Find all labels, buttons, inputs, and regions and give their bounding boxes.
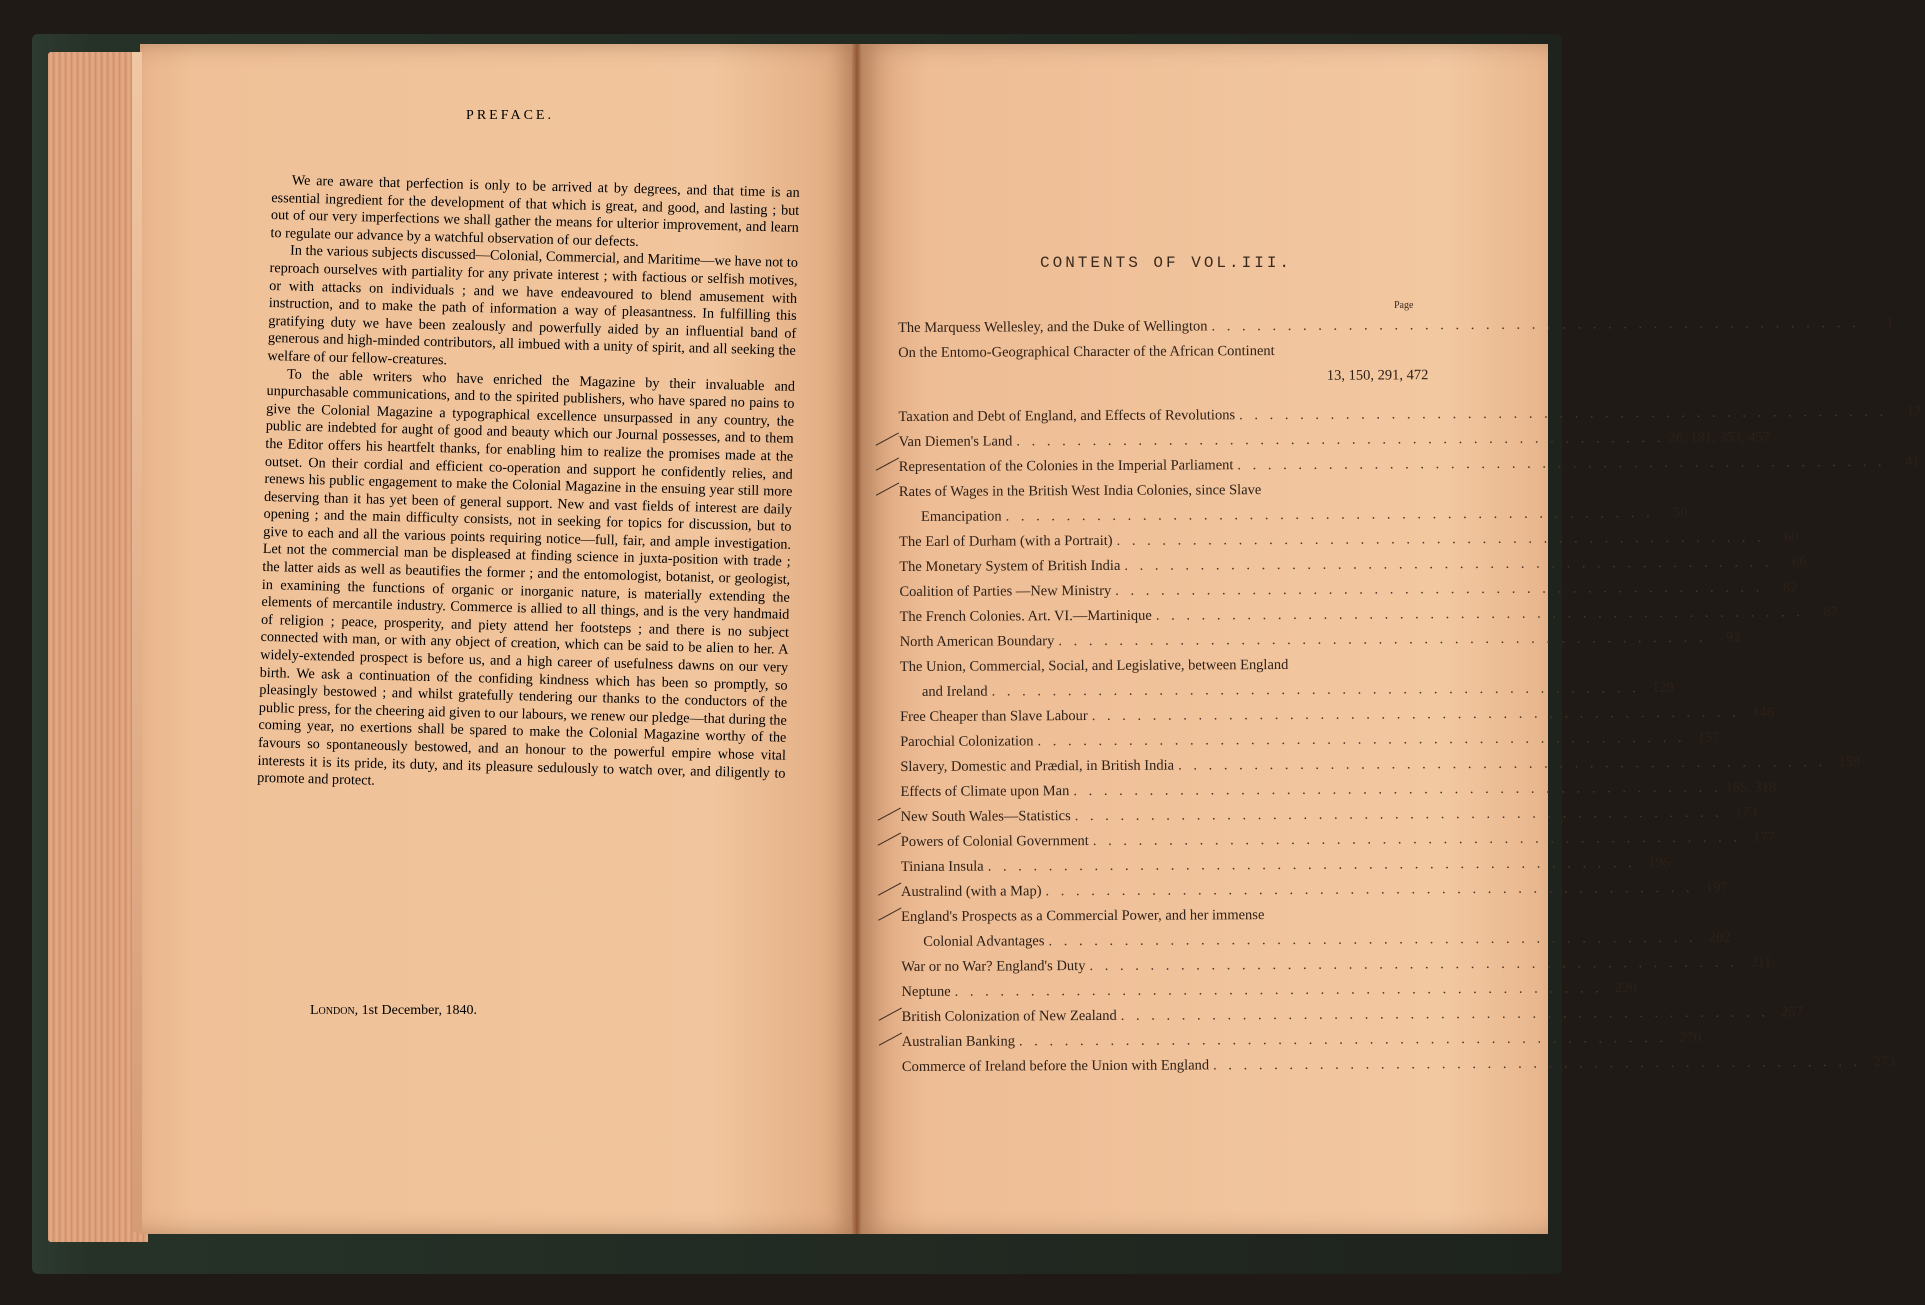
toc-row — [899, 481, 1429, 509]
toc-row — [900, 679, 1674, 709]
toc-leader-dots: . . . . . . . . . . . . . . . . . . . . . . . . . . . . . . . . . . . . . . . . . . . — [1237, 453, 1886, 474]
toc-leader-dots: . . . . . . . . . . . . . . . . . . . . . . . . . . . . . . . . . . . . . . . . . . . — [1213, 1053, 1862, 1074]
toc-entry — [901, 1029, 1702, 1059]
toc-leader-dots: . . . . . . . . . . . . . . . . . . . . . . . . . . . . . . . . . . . . . . . . . . . — [1045, 879, 1694, 900]
toc-entry — [898, 481, 1688, 534]
toc-page-number: 50 — [1673, 504, 1688, 521]
table-of-contents — [898, 314, 1922, 1084]
toc-leader-dots: . . . . . . . . . . . . . . . . . . . . . . . . . . . . . . . . . . . . . . . . . . . — [1074, 804, 1723, 825]
toc-leader-dots: . . . . . . . . . . . . . . . . . . . . . . . . . . . . . . . . . . . . . . . . . . . — [1155, 604, 1804, 624]
toc-title: Tiniana Insula — [900, 858, 984, 875]
toc-leader-dots: . . . . . . . . . . . . . . . . . . . . . . . . . . . . . . . . . . . . . . . . . . . — [1239, 403, 1888, 424]
toc-leader-dots: . . . . . . . . . . . . . . . . . . . . . . . . . . . . . . . . . . . . . . . . . . . — [991, 680, 1640, 700]
toc-page-number: 270 — [1679, 1029, 1702, 1046]
toc-leader-dots: . . . . . . . . . . . . . . . . . . . . . . . . . . . . . . . . . . . . . . . . . . . — [1178, 754, 1827, 774]
toc-entry — [900, 879, 1728, 909]
toc-title-continuation: Colonial Advantages — [923, 933, 1045, 950]
toc-row — [898, 403, 1922, 434]
toc-leader-dots: . . . . . . . . . . . . . . . . . . . . . . . . . . . . . . . . . . . . . . . . . . . — [1211, 314, 1860, 335]
toc-entry — [901, 1004, 1803, 1034]
toc-page-number: 173 — [1735, 804, 1757, 821]
toc-title: The Earl of Durham (with a Portrait) — [899, 532, 1113, 550]
toc-title: North American Boundary — [899, 633, 1055, 650]
toc-leader-dots: . . . . . . . . . . . . . . . . . . . . . . . . . . . . . . . . . . . . . . . . . . . — [1091, 704, 1740, 724]
toc-entry — [901, 906, 1731, 959]
toc-entry — [900, 829, 1775, 859]
toc-entry — [901, 954, 1772, 984]
toc-leader-dots: . . . . . . . . . . . . . . . . . . . . . . . . . . . . . . . . . . . . . . . . . . . — [1124, 554, 1773, 574]
toc-row — [900, 704, 1774, 734]
page-edge-highlight — [132, 52, 142, 1232]
toc-leader-dots: . . . . . . . . . . . . . . . . . . . . . . . . . . . . . . . . . . . . . . . . . . . — [1089, 954, 1738, 975]
toc-page-number: 159 — [1838, 753, 1861, 771]
toc-page-number: 82 — [1782, 579, 1798, 596]
toc-title: Effects of Climate upon Man — [900, 783, 1070, 800]
toc-leader-dots: . . . . . . . . . . . . . . . . . . . . . . . . . . . . . . . . . . . . . . . . . . . — [1005, 505, 1654, 525]
toc-title: Van Diemen's Land — [898, 433, 1013, 450]
toc-leader-dots: . . . . . . . . . . . . . . . . . . . . . . . . . . . . . . . . . . . . . . . . . . . — [1120, 1004, 1769, 1024]
toc-page-number: 177 — [1753, 829, 1775, 846]
toc-title: Powers of Colonial Government — [900, 833, 1089, 850]
toc-page-number: 220 — [1614, 980, 1637, 997]
toc-row — [901, 1004, 1803, 1034]
toc-title-continuation: and Ireland — [921, 683, 988, 700]
toc-page-number: 129 — [1651, 679, 1674, 697]
toc-entry — [900, 779, 1777, 809]
toc-title: Rates of Wages in the British West India Colonies, since Slave — [898, 482, 1262, 500]
toc-leader-dots: . . . . . . . . . . . . . . . . . . . . . . . . . . . . . . . . . . . . . . . . . . . — [1037, 729, 1686, 750]
toc-title: The French Colonies. Art. VI.—Martinique — [899, 607, 1152, 625]
toc-title: England's Prospects as a Commercial Power, and her immense — [901, 907, 1265, 925]
toc-entry — [901, 1053, 1896, 1084]
toc-row — [898, 342, 1428, 370]
toc-title: British Colonization of New Zealand — [901, 1007, 1117, 1025]
toc-row — [900, 879, 1728, 909]
preface-title: PREFACE. — [466, 108, 554, 123]
toc-row — [898, 314, 1894, 345]
preface-paragraph: We are aware that perfection is only to be arrived at by degrees, and that time is an essential ingredient for the development of that which is great, and good, and lasting ; but out of our very imperfections we shall gather the means for ulterior improvement, and learn to regulate our advance by a watchful observation of our defects. — [270, 172, 800, 250]
toc-row — [900, 779, 1777, 809]
toc-title: Australian Banking — [901, 1033, 1015, 1050]
toc-entry — [899, 629, 1741, 659]
toc-entry — [899, 656, 1674, 709]
toc-page-number: 273 — [1873, 1053, 1896, 1070]
toc-title: On the Entomo-Geographical Character of the African Continent — [898, 343, 1275, 361]
preface-body — [257, 172, 800, 800]
toc-page-number: 66 — [1791, 554, 1807, 571]
toc-row — [899, 604, 1838, 634]
toc-entry — [899, 579, 1798, 609]
toc-entry — [899, 554, 1807, 584]
toc-title: War or no War? England's Duty — [901, 958, 1086, 975]
page-column-label: Page — [1394, 300, 1414, 311]
toc-title: Australind (with a Map) — [900, 883, 1042, 900]
toc-row — [898, 367, 1428, 395]
toc-leader-dots: . . . . . . . . . . . . . . . . . . . . . . . . . . . . . . . . . . . . . . . . . . . — [1016, 429, 1665, 450]
toc-row — [898, 429, 1771, 459]
toc-title: The Marquess Wellesley, and the Duke of Wellington — [898, 318, 1208, 336]
toc-entry — [898, 403, 1922, 434]
toc-leader-dots: . . . . . . . . . . . . . . . . . . . . . . . . . . . . . . . . . . . . . . . . . . . — [1058, 629, 1707, 650]
toc-leader-dots: . . . . . . . . . . . . . . . . . . . . . . . . . . . . . . . . . . . . . . . . . . . — [1018, 1029, 1668, 1050]
toc-row — [901, 954, 1772, 984]
toc-page-number: 157 — [1697, 729, 1720, 746]
toc-entry — [900, 729, 1720, 759]
toc-page-number: 202 — [1708, 929, 1731, 946]
toc-row — [900, 854, 1670, 884]
signoff-date: 1st December, 1840. — [361, 1003, 477, 1018]
toc-page-number: 165, 318 — [1725, 779, 1777, 796]
toc-row — [901, 906, 1431, 934]
toc-title: Parochial Colonization — [900, 733, 1034, 750]
toc-entry — [898, 342, 1428, 395]
toc-leader-dots: . . . . . . . . . . . . . . . . . . . . . . . . . . . . . . . . . . . . . . . . . . . — [954, 980, 1603, 1000]
preface-paragraph: In the various subjects discussed—Colonial, Commercial, and Maritime—we have not to reproach ourselves with partiality for any private interest ; with factious or selfish motives, or with attacks on individuals ; and we have endeavoured to blend amusement with instruction, and to make the path of information a way of pleasantness. In fulfilling this gratifying duty we have been zealously and powerfully aided by an influential band of generous and high-minded contributors, all imbued with a unity of spirit, and all seeking the welfare of our fellow-creatures. — [267, 242, 799, 369]
toc-leader-dots: . . . . . . . . . . . . . . . . . . . . . . . . . . . . . . . . . . . . . . . . . . . — [1073, 779, 1722, 800]
toc-page-number: 196 — [1648, 854, 1670, 872]
toc-entry — [900, 804, 1757, 834]
toc-leader-dots: . . . . . . . . . . . . . . . . . . . . . . . . . . . . . . . . . . . . . . . . . . . — [1048, 929, 1697, 950]
toc-row — [901, 980, 1637, 1009]
toc-page-number: 60 — [1784, 529, 1799, 546]
toc-row — [899, 629, 1741, 659]
toc-page-number: 146 — [1752, 704, 1774, 721]
toc-entry — [898, 314, 1894, 345]
toc-page-number: 257 — [1781, 1004, 1803, 1021]
toc-title: The Monetary System of British India — [899, 557, 1121, 575]
toc-page-number: 17 — [1906, 403, 1922, 420]
toc-page-number: 92 — [1725, 629, 1741, 646]
book-gutter — [852, 44, 862, 1234]
toc-title-continuation: Emancipation — [920, 508, 1002, 525]
toc-title: The Union, Commercial, Social, and Legislative, between England — [899, 656, 1289, 675]
toc-row — [898, 453, 1920, 484]
toc-title: Taxation and Debt of England, and Effects of Revolutions — [898, 407, 1236, 425]
toc-entry — [898, 453, 1920, 484]
toc-page-number: 87 — [1823, 604, 1838, 621]
toc-entry — [900, 704, 1774, 734]
toc-title: Neptune — [901, 983, 951, 1000]
toc-entry — [899, 529, 1799, 559]
toc-row — [900, 753, 1861, 784]
toc-title: Commerce of Ireland before the Union with England — [901, 1057, 1210, 1075]
toc-leader-dots: . . . . . . . . . . . . . . . . . . . . . . . . . . . . . . . . . . . . . . . . . . . — [987, 855, 1636, 875]
toc-entry — [898, 429, 1771, 459]
toc-row — [901, 929, 1731, 959]
preface-paragraph: To the able writers who have enriched the Magazine by their invaluable and unpurchasable communications, and to the spirited publishers, who have spared no pains to give the Colonial Magazine a typographical excellence unsurpassed in any country, the public are indebted for aught of good and beauty which our Journal possesses, and to them the Editor offers his heartfelt thanks, for enabling him to realize the promises made at the outset. On their cordial and efficient co-operation and support he confidently relies, and renews his public engagement to make the Colonial Magazine in the ensuing year still more deserving than it has yet been of general support. New and vast fields of interest are daily opening ; and the main difficulty consists, not in seeking for topics for discussion, but to give to each and all the various points requiring notice—full, fair, and ample investigation. Let not the commercial man be displeased at finding science in juxta-position with trade ; the latter aids as well as beautifies the former ; and the entomologist, botanist, or geologist, in examining the functions of organic or inorganic nature, is materially extending the elements of mercantile industry. Commerce is allied to all things, and is the very handmaid of religion ; peace, prosperity, and piety attend her footsteps ; and there is no subject connected with man, or with any object of creation, which can be said to be alien to her. A widely-extended prospect is before us, and a high career of usefulness dawns on our very birth. We ask a continuation of the confiding kindness which has been so promptly, so pleasingly bestowed ; and whilst gratefully tendering our thanks to the conductors of the public press, for the cheering aid given to our labours, we renew our pledge—that during the coming year, no exertions shall be spared to make the Colonial Magazine worthy of the favours so spontaneously bestowed, and an honour to the powerful empire whose vital interests it is its pride, its duty, and its pleasure sedulously to watch over, and diligently to promote and protect. — [256, 365, 796, 789]
toc-entry — [899, 604, 1838, 634]
toc-title: Slavery, Domestic and Prædial, in British India — [900, 757, 1175, 775]
toc-entry — [901, 980, 1637, 1009]
toc-leader-dots: . . . . . . . . . . . . . . . . . . . . . . . . . . . . . . . . . . . . . . . . . . . — [1115, 579, 1764, 599]
toc-row — [900, 729, 1720, 759]
toc-page-number: 197 — [1705, 879, 1728, 896]
toc-page-number: 41 — [1904, 453, 1920, 470]
toc-title: Coalition of Parties —New Ministry — [899, 582, 1112, 600]
toc-row — [899, 554, 1807, 584]
toc-page-number: 211 — [1750, 954, 1772, 971]
toc-row — [900, 804, 1757, 834]
toc-entry — [900, 854, 1670, 884]
toc-entry — [900, 753, 1861, 784]
toc-row — [900, 656, 1430, 684]
toc-title: Free Cheaper than Slave Labour — [900, 708, 1088, 725]
toc-page-number: 26, 181, 353, 457 — [1668, 429, 1771, 446]
signoff-place: London, — [310, 1003, 359, 1018]
toc-page-number: 1 — [1886, 314, 1894, 331]
toc-row — [901, 1053, 1896, 1084]
toc-title: Representation of the Colonies in the Imperial Parliament — [898, 457, 1234, 475]
toc-leader-dots: . . . . . . . . . . . . . . . . . . . . . . . . . . . . . . . . . . . . . . . . . . . — [1092, 829, 1741, 849]
contents-title: CONTENTS OF VOL.III. — [1040, 254, 1293, 272]
toc-page-number: 13, 150, 291, 472 — [1326, 367, 1429, 384]
preface-signoff — [310, 1003, 477, 1019]
toc-row — [901, 1029, 1702, 1059]
toc-row — [899, 504, 1688, 534]
toc-row — [900, 829, 1775, 859]
toc-leader-dots: . . . . . . . . . . . . . . . . . . . . . . . . . . . . . . . . . . . . . . . . . . . — [1116, 529, 1765, 549]
toc-title: New South Wales—Statistics — [900, 808, 1071, 825]
toc-row — [899, 529, 1799, 559]
toc-row — [899, 579, 1798, 609]
